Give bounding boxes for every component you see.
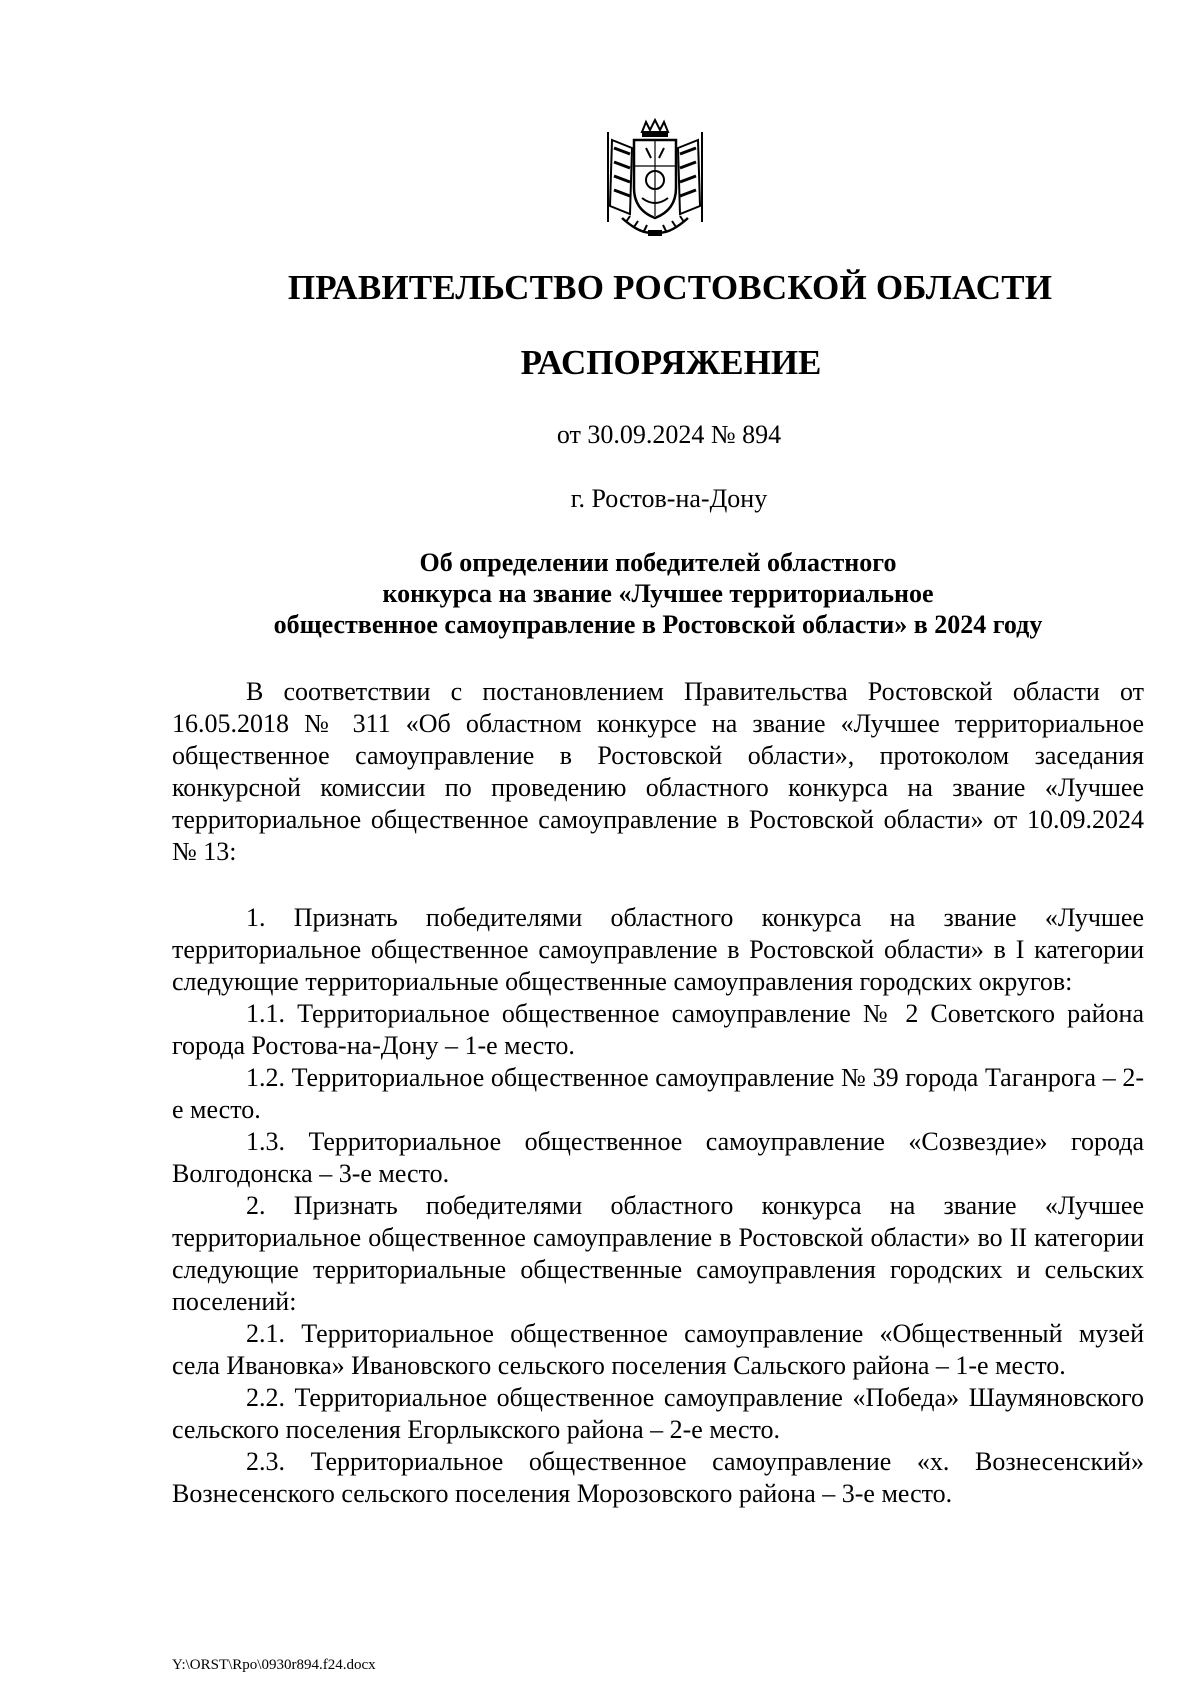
document-city: г. Ростов-на-Дону (570, 484, 768, 513)
item-paragraph: 1.3. Территориальное общественное самоуправление «Созвездие» города Волгодонска – 3-е место. (172, 1127, 1144, 1188)
subject-line: общественное самоуправление в Ростовской области» в 2024 году (273, 610, 1043, 639)
organization-title: ПРАВИТЕЛЬСТВО РОСТОВСКОЙ ОБЛАСТИ (287, 268, 1053, 307)
item-paragraph: 2.1. Территориальное общественное самоуправление «Общественный музей села Ивановка» Ивановского сельского поселения Сальского района – 1-е место. (172, 1319, 1144, 1380)
document-type: РАСПОРЯЖЕНИЕ (520, 343, 822, 382)
item-paragraph: 1.2. Территориальное общественное самоуправление № 39 города Таганрога – 2-е место. (172, 1063, 1144, 1124)
footer-file-path: Y:\ORST\Rpo\0930r894.f24.docx (172, 1657, 376, 1673)
coat-of-arms-icon (602, 118, 708, 240)
document-date-number: от 30.09.2024 № 894 (556, 420, 782, 449)
item-paragraph: 1.1. Территориальное общественное самоуправление № 2 Советского района города Ростова-на-Дону – 1-е место. (172, 999, 1144, 1060)
preamble-block (172, 676, 1144, 868)
item-paragraph: 2.3. Территориальное общественное самоуправление «х. Вознесенский» Вознесенского сельского поселения Морозовского района – 3-е место. (172, 1447, 1144, 1508)
item-paragraph: 2.2. Территориальное общественное самоуправление «Победа» Шаумяновского сельского поселения Егорлыкского района – 2-е место. (172, 1383, 1144, 1444)
subject-line: Об определении победителей областного (419, 548, 897, 577)
preamble-paragraph: В соответствии с постановлением Правительства Ростовской области от 16.05.2018 № 311 «Об областном конкурсе на звание «Лучшее территориальное общественное самоуправление в Ростовской области», протоколом заседания конкурсной комиссии по проведению областного конкурса на звание «Лучшее территориальное общественное самоуправление в Ростовской области» от 10.09.2024 № 13: (172, 677, 1144, 866)
item-paragraph: 1. Признать победителями областного конкурса на звание «Лучшее территориальное общественное самоуправление в Ростовской области» в I категории следующие территориальные общественные самоуправления городских округов: (172, 903, 1144, 996)
item-paragraph: 2. Признать победителями областного конкурса на звание «Лучшее территориальное общественное самоуправление в Ростовской области» во II категории следующие территориальные общественные самоуправления городских и сельских поселений: (172, 1191, 1144, 1316)
subject-line: конкурса на звание «Лучшее территориальное (382, 579, 934, 608)
document-subject (172, 547, 1144, 640)
resolution-items (172, 902, 1144, 1510)
